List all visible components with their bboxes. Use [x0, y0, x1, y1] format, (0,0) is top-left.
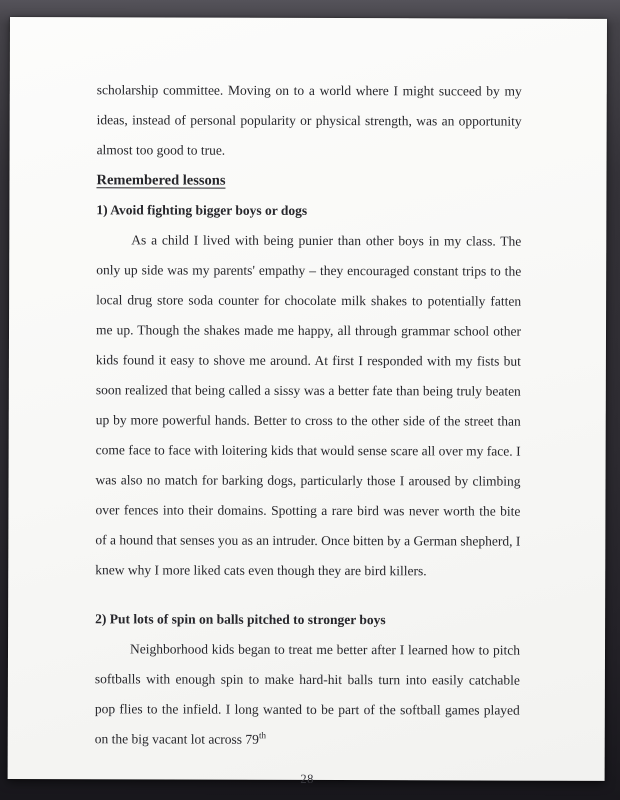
lesson-2-body [95, 634, 520, 755]
page-number: 28 [300, 771, 314, 786]
lesson-2-body-text: Neighborhood kids began to treat me better after I learned how to pitch softballs with enough spin to make hard-hit balls turn into easily catchable pop flies to the infield. I long wanted to be part of the softball games played on the big vacant lot across 79 [94, 641, 521, 747]
lesson-2-title: 2) Put lots of spin on balls pitched to stronger boys [95, 611, 386, 628]
document-page [8, 17, 607, 786]
page-content [95, 75, 522, 794]
section-heading: Remembered lessons [96, 172, 226, 189]
paragraph-continuation: scholarship committee. Moving on to a world where I might succeed by my ideas, instead of personal popularity or physical strength, was an opportunity almost too good to true. [96, 82, 522, 158]
ordinal-superscript: th [258, 730, 266, 741]
lesson-1-title: 1) Avoid fighting bigger boys or dogs [96, 202, 308, 218]
lesson-1-body: As a child I lived with being punier than other boys in my class. The only up side was my parents' empathy – they encouraged constant trips to the local drug store soda counter for chocolate milk shakes to potentially fatten me up. Though the shakes made me happy, all through grammar school other kids found it easy to shove me around. At first I responded with my fists but soon realized that being called a sissy was a better fate than being truly beaten up by more powerful hands. Better to cross to the other side of the street than come face to face with loitering kids that would sense scare all over my face. I was also no match for barking dogs, particularly those I aroused by climbing over fences into their domains. Spotting a rare bird was never worth the bite of a hound that senses you as an intruder. Once bitten by a German shepherd, I knew why I more liked cats even though they are bird killers. [95, 232, 522, 579]
